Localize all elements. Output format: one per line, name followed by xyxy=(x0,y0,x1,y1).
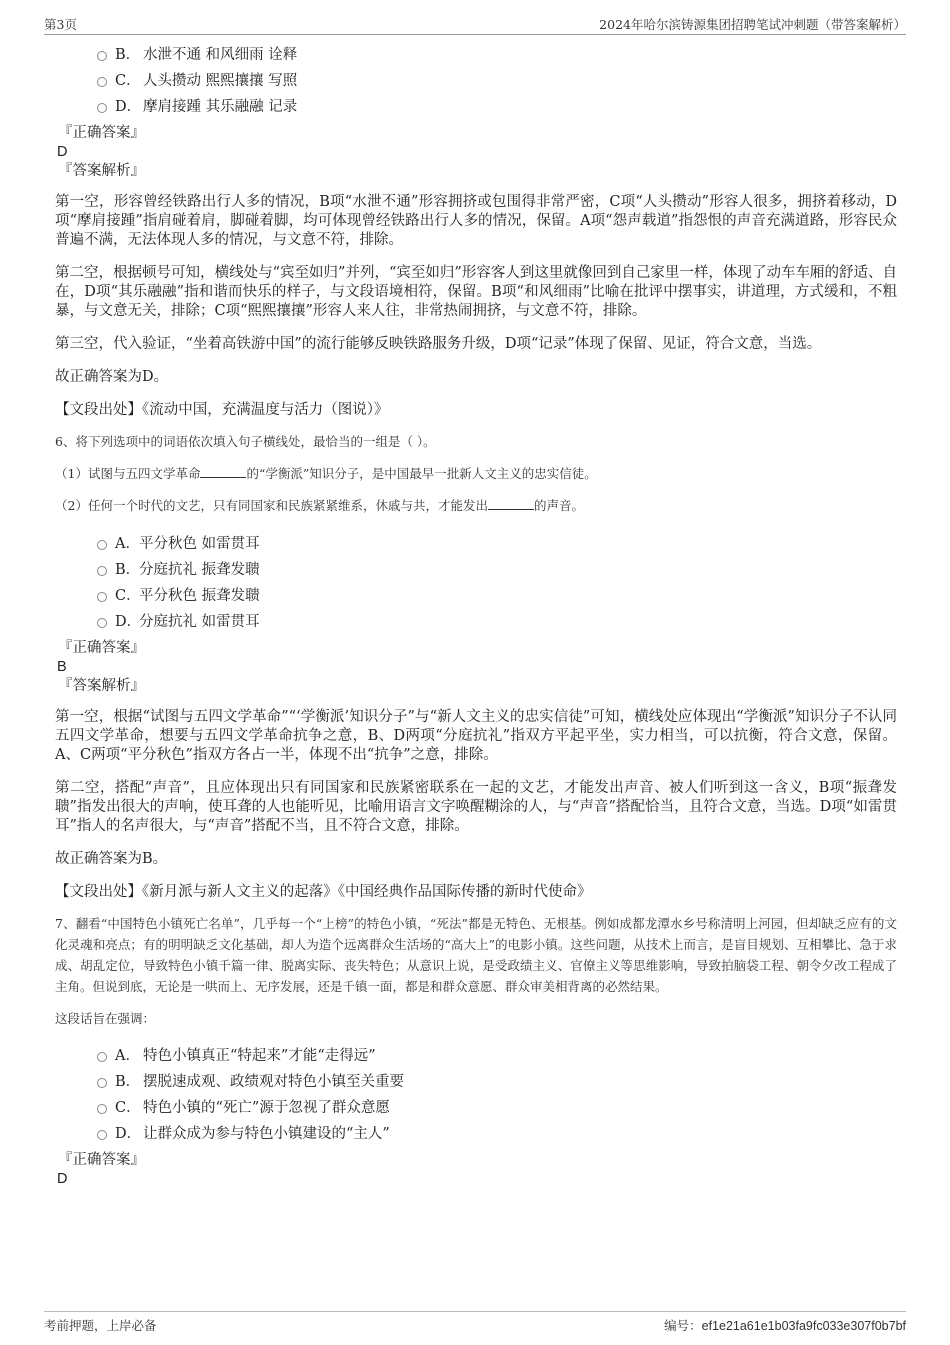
option-d[interactable] xyxy=(55,1121,897,1147)
question-sentence-1 xyxy=(55,463,897,484)
option-text: 特色小镇的“死亡”源于忽视了群众意愿 xyxy=(143,1100,390,1116)
option-letter: D． xyxy=(115,614,142,630)
option-text: 分庭抗礼 振聋发聩 xyxy=(139,562,260,578)
sentence-text: 的声音。 xyxy=(533,498,584,513)
radio-button[interactable] xyxy=(97,103,107,113)
option-d[interactable] xyxy=(55,94,897,120)
option-text: 摆脱速成观、政绩观对特色小镇至关重要 xyxy=(143,1074,404,1090)
option-c[interactable] xyxy=(55,583,897,609)
q7-options xyxy=(55,1043,897,1147)
option-c[interactable] xyxy=(55,1095,897,1121)
source-note: 【文段出处】《新月派与新人文主义的起落》《中国经典作品国际传播的新时代使命》 xyxy=(55,884,592,900)
blank-line xyxy=(200,465,246,478)
option-text: 摩肩接踵 其乐融融 记录 xyxy=(143,99,298,115)
document-title: 2024年哈尔滨铸源集团招聘笔试冲刺题（带答案解析） xyxy=(599,17,906,32)
option-c[interactable] xyxy=(55,68,897,94)
analysis-conclusion: 故正确答案为B。 xyxy=(55,851,168,867)
option-text: 人头攒动 熙熙攘攘 写照 xyxy=(143,73,298,89)
option-b[interactable] xyxy=(55,1069,897,1095)
question-stem: 7、翻看“中国特色小镇死亡名单”，几乎每一个“上榜”的特色小镇，“死法”都是无特色、无根基。例如成都龙潭水乡号称清明上河园，但却缺乏应有的文化灵魂和亮点；有的明明缺乏文化基础，却人为造个远离群众生活场的“高大上”的电影小镇。这些问题，从技术上而言，是盲目规划、互相攀比、急于求成、胡乱定位，导致特色小镇千篇一律、脱离实际、丧失特色；从意识上说，是受政绩主义、官僚主义等思维影响，导致拍脑袋工程、朝令夕改工程成了主角。但说到底，无论是一哄而上、无序发展，还是千镇一面，都是和群众意愿、群众审美相背离的必然结果。 xyxy=(55,916,897,994)
question-prompt: 这段话旨在强调： xyxy=(55,1011,156,1026)
correct-answer: D xyxy=(57,1171,68,1187)
blank-line xyxy=(488,497,534,510)
page-header xyxy=(44,14,906,35)
option-b[interactable] xyxy=(55,557,897,583)
question-stem: 6、将下列选项中的词语依次填入句子横线处，最恰当的一组是（ ）。 xyxy=(55,434,436,449)
option-letter: D． xyxy=(115,99,142,115)
option-d[interactable] xyxy=(55,609,897,635)
option-letter: A． xyxy=(115,1048,140,1064)
page-number: 第3页 xyxy=(44,17,77,32)
option-text: 水泄不通 和风细雨 诠释 xyxy=(143,47,298,63)
option-text: 让群众成为参与特色小镇建设的“主人” xyxy=(143,1126,390,1142)
option-text: 特色小镇真正“特起来”才能“走得远” xyxy=(143,1048,376,1064)
option-text: 平分秋色 如雷贯耳 xyxy=(139,536,260,552)
sentence-text: （1）试图与五四文学革命 xyxy=(55,466,201,481)
footer-slogan: 考前押题，上岸必备 xyxy=(44,1318,157,1333)
radio-button[interactable] xyxy=(97,592,107,602)
q5-options xyxy=(55,42,897,120)
radio-button[interactable] xyxy=(97,540,107,550)
correct-answer-label: 『正确答案』 xyxy=(58,640,145,656)
analysis-label: 『答案解析』 xyxy=(58,678,145,694)
source-note: 【文段出处】《流动中国，充满温度与活力（图说）》 xyxy=(55,402,389,418)
radio-button[interactable] xyxy=(97,1130,107,1140)
analysis-label: 『答案解析』 xyxy=(58,163,145,179)
option-text: 分庭抗礼 如雷贯耳 xyxy=(139,614,260,630)
radio-button[interactable] xyxy=(97,566,107,576)
option-letter: C． xyxy=(115,73,141,89)
option-b[interactable] xyxy=(55,42,897,68)
analysis-paragraph: 第二空，根据顿号可知，横线处与“宾至如归”并列，“宾至如归”形容客人到这里就像回到自己家里一样，体现了动车车厢的舒适、自在，D项“其乐融融”指和谐而快乐的样子，与文段语境相符，保留。B项“和风细雨”比喻在批评中摆事实，讲道理，方式缓和，不粗暴，与文意无关，排除；C项“熙熙攘攘”形容人来人往，非常热闹拥挤，与文意不符，排除。 xyxy=(55,265,897,319)
analysis-paragraph: 第一空，根据“试图与五四文学革命”“‘学衡派’知识分子”与“新人文主义的忠实信徒”可知，横线处应体现出“学衡派”知识分子不认同五四文学革命，想要与五四文学革命抗争之意，B、D两项“分庭抗礼”指双方平起平坐，实力相当，可以抗衡，符合文意，保留。A、C两项“平分秋色”指双方各占一半，体现不出“抗争”之意，排除。 xyxy=(55,709,897,763)
sentence-text: （2）任何一个时代的文艺，只有同国家和民族紧紧维系，休戚与共，才能发出 xyxy=(55,498,488,513)
option-letter: C． xyxy=(115,588,141,604)
analysis-paragraph: 第一空，形容曾经铁路出行人多的情况，B项“水泄不通”形容拥挤或包围得非常严密，C项“人头攒动”形容人很多，拥挤着移动，D项“摩肩接踵”指肩碰着肩，脚碰着脚，均可体现曾经铁路出行人多的情况，保留。A项“怨声载道”指怨恨的声音充满道路，形容民众普遍不满，无法体现人多的情况，与文意不符，排除。 xyxy=(55,194,897,248)
option-letter: C． xyxy=(115,1100,141,1116)
analysis-paragraph: 第二空，搭配“声音”，且应体现出只有同国家和民族紧密联系在一起的文艺，才能发出声音、被人们听到这一含义，B项“振聋发聩”指发出很大的声响，使耳聋的人也能听见，比喻用语言文字唤醒糊涂的人，与“声音”搭配恰当，且符合文意，当选。D项“如雷贯耳”指人的名声很大，与“声音”搭配不当，且不符合文意，排除。 xyxy=(55,780,897,834)
correct-answer-label: 『正确答案』 xyxy=(58,125,145,141)
page-footer xyxy=(44,1311,906,1334)
option-a[interactable] xyxy=(55,531,897,557)
option-letter: A． xyxy=(115,536,140,552)
correct-answer: D xyxy=(57,144,68,160)
correct-answer-label: 『正确答案』 xyxy=(58,1152,145,1168)
radio-button[interactable] xyxy=(97,1052,107,1062)
option-text: 平分秋色 振聋发聩 xyxy=(139,588,260,604)
option-letter: B． xyxy=(115,1074,141,1090)
radio-button[interactable] xyxy=(97,1078,107,1088)
question-sentence-2 xyxy=(55,495,897,516)
radio-button[interactable] xyxy=(97,77,107,87)
correct-answer: B xyxy=(57,659,67,675)
page-content xyxy=(55,42,897,1189)
radio-button[interactable] xyxy=(97,618,107,628)
analysis-paragraph: 第三空，代入验证，“坐着高铁游中国”的流行能够反映铁路服务升级，D项“记录”体现了保留、见证，符合文意，当选。 xyxy=(55,336,822,352)
analysis-conclusion: 故正确答案为D。 xyxy=(55,369,169,385)
radio-button[interactable] xyxy=(97,51,107,61)
q6-options xyxy=(55,531,897,635)
code-label: 编号： xyxy=(664,1318,702,1333)
code-value: ef1e21a61e1b03fa9fc033e307f0b7bf xyxy=(701,1319,906,1333)
option-letter: B． xyxy=(115,562,141,578)
document-code xyxy=(664,1316,906,1334)
option-a[interactable] xyxy=(55,1043,897,1069)
option-letter: D． xyxy=(115,1126,142,1142)
option-letter: B． xyxy=(115,47,141,63)
radio-button[interactable] xyxy=(97,1104,107,1114)
sentence-text: 的“学衡派”知识分子，是中国最早一批新人文主义的忠实信徒。 xyxy=(246,466,597,481)
